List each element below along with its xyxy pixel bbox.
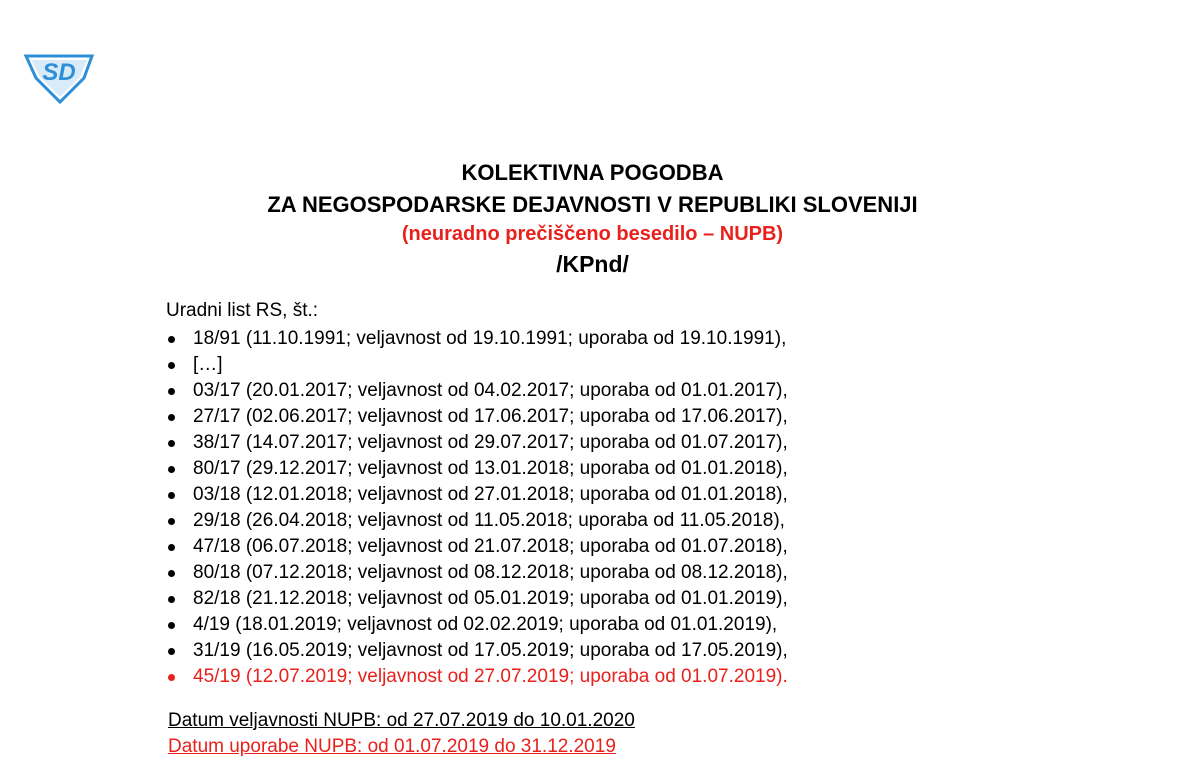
gazette-intro: Uradni list RS, št.: [166, 300, 319, 321]
bullet-icon [168, 648, 175, 655]
bullet-icon [168, 362, 175, 369]
bullet-icon [168, 674, 175, 681]
list-item [166, 638, 788, 664]
issue-text: 27/17 (02.06.2017; veljavnost od 17.06.2017; uporaba od 17.06.2017), [193, 406, 788, 427]
issue-text: 47/18 (06.07.2018; veljavnost od 21.07.2018; uporaba od 01.07.2018), [193, 536, 788, 557]
bullet-icon [168, 440, 175, 447]
list-item [166, 612, 788, 638]
issue-text: 03/18 (12.01.2018; veljavnost od 27.01.2018; uporaba od 01.01.2018), [193, 484, 788, 505]
issue-text: 03/17 (20.01.2017; veljavnost od 04.02.2017; uporaba od 01.01.2017), [193, 380, 788, 401]
issue-text: 45/19 (12.07.2019; veljavnost od 27.07.2019; uporaba od 01.07.2019). [193, 666, 788, 687]
list-item [166, 586, 788, 612]
issue-text: […] [193, 354, 223, 375]
issue-text: 18/91 (11.10.1991; veljavnost od 19.10.1991; uporaba od 19.10.1991), [193, 328, 787, 349]
list-item [166, 378, 788, 404]
list-item [166, 352, 788, 378]
list-item [166, 430, 788, 456]
list-item [166, 508, 788, 534]
bullet-icon [168, 492, 175, 499]
list-item [166, 482, 788, 508]
list-item [166, 404, 788, 430]
bullet-icon [168, 518, 175, 525]
document-subtitle: (neuradno prečiščeno besedilo – NUPB) [401, 223, 784, 245]
list-item [166, 534, 788, 560]
nupb-usage-date: Datum uporabe NUPB: od 01.07.2019 do 31.12.2019 [168, 736, 616, 757]
issue-text: 31/19 (16.05.2019; veljavnost od 17.05.2019; uporaba od 17.05.2019), [193, 640, 788, 661]
bullet-icon [168, 388, 175, 395]
gazette-issue-list [166, 326, 788, 690]
issue-text: 4/19 (18.01.2019; veljavnost od 02.02.2019; uporaba od 01.01.2019), [193, 614, 778, 635]
issue-text: 80/17 (29.12.2017; veljavnost od 13.01.2018; uporaba od 01.01.2018), [193, 458, 788, 479]
bullet-icon [168, 596, 175, 603]
bullet-icon [168, 466, 175, 473]
issue-text: 82/18 (21.12.2018; veljavnost od 05.01.2019; uporaba od 01.01.2019), [193, 588, 788, 609]
list-item [166, 560, 788, 586]
nupb-validity-date: Datum veljavnosti NUPB: od 27.07.2019 do 10.01.2020 [168, 710, 635, 731]
issue-text: 80/18 (07.12.2018; veljavnost od 08.12.2018; uporaba od 08.12.2018), [193, 562, 788, 583]
issue-text: 38/17 (14.07.2017; veljavnost od 29.07.2017; uporaba od 01.07.2017), [193, 432, 788, 453]
bullet-icon [168, 622, 175, 629]
document-title-line2: ZA NEGOSPODARSKE DEJAVNOSTI V REPUBLIKI SLOVENIJI [267, 192, 918, 217]
sd-logo-icon [22, 48, 96, 104]
bullet-icon [168, 544, 175, 551]
list-item [166, 456, 788, 482]
document-title-line1: KOLEKTIVNA POGODBA [461, 160, 724, 185]
list-item-latest [166, 664, 788, 690]
bullet-icon [168, 570, 175, 577]
document-abbreviation: /KPnd/ [556, 251, 629, 277]
bullet-icon [168, 414, 175, 421]
svg-text:SD: SD [42, 59, 76, 86]
list-item [166, 326, 788, 352]
bullet-icon [168, 336, 175, 343]
issue-text: 29/18 (26.04.2018; veljavnost od 11.05.2018; uporaba od 11.05.2018), [193, 510, 785, 531]
